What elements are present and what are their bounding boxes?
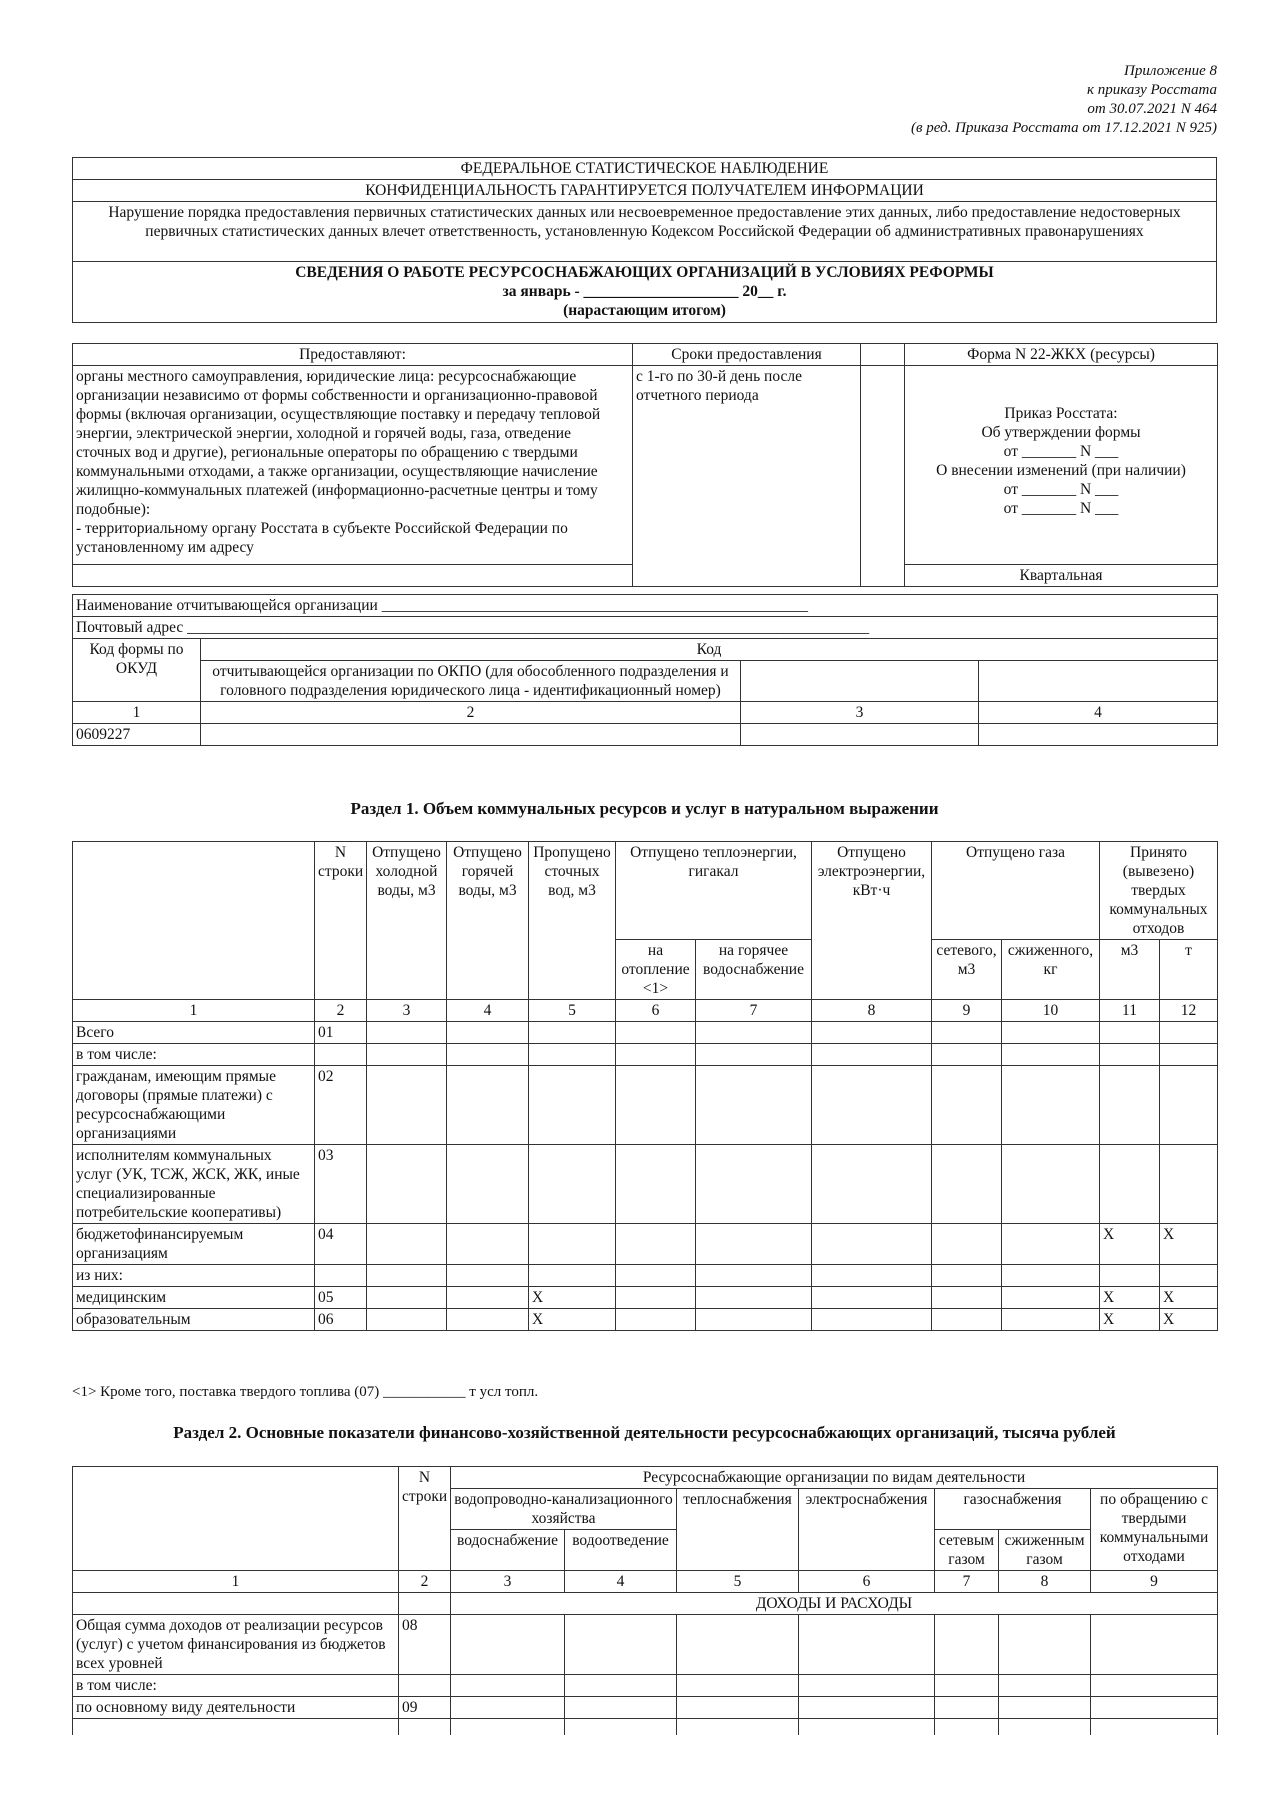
section1-title: Раздел 1. Объем коммунальных ресурсов и услуг в натуральном выражении (350, 799, 939, 818)
value-cell[interactable] (1160, 1145, 1218, 1224)
value-cell[interactable] (367, 1022, 447, 1044)
row-code (399, 1675, 451, 1697)
submit-table (72, 343, 1218, 587)
value-cell: X (529, 1287, 616, 1309)
value-cell[interactable] (1160, 1022, 1218, 1044)
table-row (73, 1224, 1218, 1265)
value-cell (799, 1675, 935, 1697)
s2-band-blank (73, 1593, 399, 1615)
value-cell[interactable] (696, 1287, 812, 1309)
table-row (73, 1615, 1218, 1675)
s2-head-water-b: водоотведение (565, 1530, 677, 1571)
value-cell[interactable] (447, 1145, 529, 1224)
order-line: Приказ Росстата: (1004, 405, 1118, 422)
value-cell (935, 1675, 999, 1697)
table-row (73, 1145, 1218, 1224)
s2-head-water: водопроводно-канализационного хозяйства (451, 1489, 677, 1530)
table-row (73, 1309, 1218, 1331)
s2-continuation (799, 1719, 935, 1736)
value-cell: X (1100, 1224, 1160, 1265)
table-row (73, 1265, 1218, 1287)
s2-col-num: 6 (799, 1571, 935, 1593)
s2-continuation (999, 1719, 1091, 1736)
order-line: Об утверждении формы (981, 424, 1141, 441)
value-cell[interactable] (529, 1145, 616, 1224)
value-cell[interactable] (1002, 1287, 1100, 1309)
okud-head: Код формы по ОКУД (73, 639, 201, 702)
row-label: по основному виду деятельности (73, 1697, 399, 1719)
col-num: 2 (201, 702, 741, 724)
value-cell[interactable] (932, 1145, 1002, 1224)
confidential-label: КОНФИДЕНЦИАЛЬНОСТЬ ГАРАНТИРУЕТСЯ ПОЛУЧАТЕЛЕМ ИНФОРМАЦИИ (73, 180, 1217, 202)
value-cell[interactable] (812, 1066, 932, 1145)
s1-col-num: 3 (367, 1000, 447, 1022)
okpo-input[interactable] (201, 724, 741, 746)
value-cell[interactable] (1002, 1066, 1100, 1145)
s1-col-num: 9 (932, 1000, 1002, 1022)
submit-deadline: с 1-го по 30-й день после отчетного периода (633, 366, 861, 587)
row-code (315, 1044, 367, 1066)
s1-col-num: 4 (447, 1000, 529, 1022)
value-cell: X (1160, 1287, 1218, 1309)
value-cell[interactable] (616, 1145, 696, 1224)
value-cell (1160, 1044, 1218, 1066)
table-row (73, 1675, 1218, 1697)
value-cell: X (1100, 1287, 1160, 1309)
value-cell[interactable] (932, 1287, 1002, 1309)
row-label: образовательным (73, 1309, 315, 1331)
frequency: Квартальная (905, 565, 1218, 587)
row-label: медицинским (73, 1287, 315, 1309)
value-cell[interactable] (812, 1145, 932, 1224)
row-code: 05 (315, 1287, 367, 1309)
appendix-line: к приказу Росстата (1086, 82, 1217, 98)
value-cell[interactable] (799, 1697, 935, 1719)
appendix-line: (в ред. Приказа Росстата от 17.12.2021 N 925) (910, 120, 1217, 136)
s2-col-num: 1 (73, 1571, 399, 1593)
s1-col-num: 8 (812, 1000, 932, 1022)
value-cell[interactable] (447, 1224, 529, 1265)
value-cell: X (529, 1309, 616, 1331)
s1-col-num: 6 (616, 1000, 696, 1022)
value-cell[interactable] (999, 1697, 1091, 1719)
form-number: Форма N 22-ЖКХ (ресурсы) (905, 344, 1218, 366)
value-cell[interactable] (696, 1022, 812, 1044)
s2-head-tko: по обращению с твердыми коммунальными отходами (1091, 1489, 1218, 1571)
s2-head-blank (73, 1467, 399, 1571)
row-code: 08 (399, 1615, 451, 1675)
code-head: Код (201, 639, 1218, 661)
code-cell-3 (741, 661, 979, 702)
s1-head-tko-b: т (1160, 940, 1218, 1000)
value-cell (812, 1265, 932, 1287)
form-title-block (73, 262, 1217, 323)
value-cell[interactable] (1100, 1022, 1160, 1044)
s2-col-num: 7 (935, 1571, 999, 1593)
code-input-3[interactable] (741, 724, 979, 746)
value-cell[interactable] (1002, 1145, 1100, 1224)
value-cell[interactable] (616, 1066, 696, 1145)
s1-head-gas-a: сетевого, м3 (932, 940, 1002, 1000)
s2-head-rowno: N строки (399, 1467, 451, 1571)
submit-empty-head (861, 344, 905, 366)
value-cell[interactable] (677, 1615, 799, 1675)
s1-col-num: 11 (1100, 1000, 1160, 1022)
value-cell[interactable] (1160, 1066, 1218, 1145)
row-code: 06 (315, 1309, 367, 1331)
value-cell: X (1160, 1309, 1218, 1331)
s2-head-gas-a: сетевым газом (935, 1530, 999, 1571)
okpo-head: отчитывающейся организации по ОКПО (для обособленного подразделения и головного подразделения юридического лица - идентификационный номер) (201, 661, 741, 702)
okud-code: 0609227 (73, 724, 201, 746)
value-cell (999, 1675, 1091, 1697)
s2-col-num: 3 (451, 1571, 565, 1593)
submit-who-blank (73, 565, 633, 587)
value-cell[interactable] (1091, 1615, 1218, 1675)
appendix-line: Приложение 8 (1124, 63, 1217, 79)
row-label: из них: (73, 1265, 315, 1287)
value-cell[interactable] (529, 1022, 616, 1044)
value-cell (1002, 1044, 1100, 1066)
s1-head-gas: Отпущено газа (932, 842, 1100, 940)
s1-head-heat: Отпущено теплоэнергии, гигакал (616, 842, 812, 940)
s2-col-num: 2 (399, 1571, 451, 1593)
s2-col-num: 4 (565, 1571, 677, 1593)
value-cell[interactable] (935, 1615, 999, 1675)
s1-col-num: 5 (529, 1000, 616, 1022)
form-period: за январь - ____________________ 20__ г. (502, 283, 787, 300)
value-cell (1100, 1265, 1160, 1287)
value-cell (812, 1044, 932, 1066)
s2-col-num: 5 (677, 1571, 799, 1593)
order-block (905, 366, 1218, 565)
row-label: Общая сумма доходов от реализации ресурсов (услуг) с учетом финансирования из бюджетов всех уровней (73, 1615, 399, 1675)
row-code: 02 (315, 1066, 367, 1145)
value-cell[interactable] (367, 1066, 447, 1145)
form-cumulative: (нарастающим итогом) (563, 302, 726, 319)
value-cell[interactable] (447, 1022, 529, 1044)
submit-who-text-2: - территориальному органу Росстата в субъекте Российской Федерации по установленному им адресу (76, 520, 568, 556)
value-cell[interactable] (812, 1022, 932, 1044)
value-cell[interactable] (565, 1697, 677, 1719)
s1-head-heat-b: на горячее водоснабжение (696, 940, 812, 1000)
value-cell[interactable] (812, 1309, 932, 1331)
value-cell (1091, 1675, 1218, 1697)
order-line: от _______ N ___ (1003, 481, 1119, 498)
value-cell[interactable] (932, 1022, 1002, 1044)
s2-continuation (677, 1719, 799, 1736)
row-label: бюджетофинансируемым организациям (73, 1224, 315, 1265)
submit-deadline-head: Сроки предоставления (633, 344, 861, 366)
s1-col-num: 1 (73, 1000, 315, 1022)
value-cell[interactable] (696, 1145, 812, 1224)
row-code: 09 (399, 1697, 451, 1719)
value-cell: X (1160, 1224, 1218, 1265)
value-cell (932, 1265, 1002, 1287)
value-cell[interactable] (616, 1224, 696, 1265)
row-code: 01 (315, 1022, 367, 1044)
value-cell[interactable] (565, 1615, 677, 1675)
table-row (73, 1022, 1218, 1044)
warning-text: Нарушение порядка предоставления первичных статистических данных или несвоевременное предоставление этих данных, либо предоставление недостоверных первичных статистических данных влечет ответственность, установленную Кодексом Российской Федерации об административных правонарушениях (73, 202, 1217, 262)
s1-head-tko: Принято (вывезено) твердых коммунальных отходов (1100, 842, 1218, 940)
value-cell[interactable] (999, 1615, 1091, 1675)
value-cell[interactable] (1100, 1066, 1160, 1145)
submit-who (73, 366, 633, 565)
value-cell[interactable] (1002, 1022, 1100, 1044)
form-title: СВЕДЕНИЯ О РАБОТЕ РЕСУРСОСНАБЖАЮЩИХ ОРГАНИЗАЦИЙ В УСЛОВИЯХ РЕФОРМЫ (295, 264, 994, 281)
value-cell (677, 1675, 799, 1697)
s1-head-heat-a: на отопление <1> (616, 940, 696, 1000)
submit-who-head: Предоставляют: (73, 344, 633, 366)
s2-continuation (1091, 1719, 1218, 1736)
s1-head-waste: Пропущено сточных вод, м3 (529, 842, 616, 1000)
value-cell (1160, 1265, 1218, 1287)
federal-label: ФЕДЕРАЛЬНОЕ СТАТИСТИЧЕСКОЕ НАБЛЮДЕНИЕ (73, 158, 1217, 180)
postal-address-field[interactable]: Почтовый адрес ________________________________________________________________________________________ (73, 617, 1218, 639)
value-cell[interactable] (616, 1309, 696, 1331)
value-cell[interactable] (367, 1287, 447, 1309)
value-cell (1002, 1265, 1100, 1287)
value-cell (447, 1265, 529, 1287)
value-cell[interactable] (799, 1615, 935, 1675)
col-num: 3 (741, 702, 979, 724)
value-cell[interactable] (447, 1066, 529, 1145)
value-cell[interactable] (367, 1309, 447, 1331)
row-label: в том числе: (73, 1675, 399, 1697)
value-cell[interactable] (529, 1224, 616, 1265)
value-cell (529, 1265, 616, 1287)
s1-head-rowno: N строки (315, 842, 367, 1000)
org-name-field[interactable]: Наименование отчитывающейся организации _______________________________________________________ (73, 595, 1218, 617)
row-label: Всего (73, 1022, 315, 1044)
value-cell: X (1100, 1309, 1160, 1331)
s1-col-num: 2 (315, 1000, 367, 1022)
value-cell[interactable] (932, 1309, 1002, 1331)
s2-head-heat: теплоснабжения (677, 1489, 799, 1571)
value-cell[interactable] (367, 1145, 447, 1224)
table-row (73, 1697, 1218, 1719)
submit-empty (861, 366, 905, 587)
s1-col-num: 7 (696, 1000, 812, 1022)
s1-head-elec: Отпущено электроэнергии, кВт·ч (812, 842, 932, 1000)
value-cell[interactable] (529, 1066, 616, 1145)
value-cell[interactable] (1002, 1224, 1100, 1265)
row-code (315, 1265, 367, 1287)
s2-col-num: 9 (1091, 1571, 1218, 1593)
s2-head-water-a: водоснабжение (451, 1530, 565, 1571)
s1-head-hot: Отпущено горячей воды, м3 (447, 842, 529, 1000)
s2-continuation (399, 1719, 451, 1736)
s1-head-gas-b: сжиженного, кг (1002, 940, 1100, 1000)
s1-head-cold: Отпущено холодной воды, м3 (367, 842, 447, 1000)
s2-continuation (935, 1719, 999, 1736)
s2-head-main: Ресурсоснабжающие организации по видам деятельности (451, 1467, 1218, 1489)
s2-head-gas: газоснабжения (935, 1489, 1091, 1530)
value-cell[interactable] (932, 1066, 1002, 1145)
s1-col-num: 10 (1002, 1000, 1100, 1022)
order-line: от _______ N ___ (1003, 500, 1119, 517)
value-cell[interactable] (1091, 1697, 1218, 1719)
submit-who-text: органы местного самоуправления, юридические лица: ресурсоснабжающие организации независимо от формы собственности и организационно-правовой формы (включая организации, осуществляющие поставку и передачу тепловой энергии, электрической энергии, холодной и горячей воды, газа, отведение сточных вод и другие), региональные операторы по обращению с твердыми коммунальными отходами, а также организации, осуществляющие начисление жилищно-коммунальных платежей (информационно-расчетные центры и тому подобные): (76, 368, 601, 518)
value-cell[interactable] (812, 1287, 932, 1309)
value-cell[interactable] (616, 1287, 696, 1309)
value-cell[interactable] (812, 1224, 932, 1265)
value-cell[interactable] (616, 1022, 696, 1044)
value-cell[interactable] (451, 1697, 565, 1719)
order-line: от _______ N ___ (1003, 443, 1119, 460)
value-cell (696, 1265, 812, 1287)
value-cell[interactable] (1002, 1309, 1100, 1331)
value-cell[interactable] (1100, 1145, 1160, 1224)
value-cell[interactable] (932, 1224, 1002, 1265)
value-cell (1100, 1044, 1160, 1066)
value-cell (696, 1044, 812, 1066)
value-cell (529, 1044, 616, 1066)
header-table (72, 157, 1217, 323)
s1-head-tko-a: м3 (1100, 940, 1160, 1000)
row-label: исполнителям коммунальных услуг (УК, ТСЖ, ЖСК, ЖК, иные специализированные потребительские кооперативы) (73, 1145, 315, 1224)
value-cell (447, 1044, 529, 1066)
table-row (73, 1066, 1218, 1145)
s2-head-elec: электроснабжения (799, 1489, 935, 1571)
value-cell (367, 1265, 447, 1287)
s1-col-num: 12 (1160, 1000, 1218, 1022)
table-row (73, 1044, 1218, 1066)
s2-continuation (451, 1719, 565, 1736)
s2-band-label: ДОХОДЫ И РАСХОДЫ (451, 1593, 1218, 1615)
value-cell[interactable] (451, 1615, 565, 1675)
s2-continuation (565, 1719, 677, 1736)
value-cell[interactable] (696, 1309, 812, 1331)
s2-col-num: 8 (999, 1571, 1091, 1593)
order-line: О внесении изменений (при наличии) (936, 462, 1186, 479)
value-cell (616, 1265, 696, 1287)
row-label: гражданам, имеющим прямые договоры (прямые платежи) с ресурсоснабжающими организациями (73, 1066, 315, 1145)
value-cell[interactable] (696, 1066, 812, 1145)
code-input-4[interactable] (979, 724, 1218, 746)
row-label: в том числе: (73, 1044, 315, 1066)
value-cell[interactable] (447, 1309, 529, 1331)
row-code: 04 (315, 1224, 367, 1265)
col-num: 4 (979, 702, 1218, 724)
code-cell-4 (979, 661, 1218, 702)
table-row (73, 1287, 1218, 1309)
value-cell[interactable] (447, 1287, 529, 1309)
section2-table (72, 1466, 1218, 1735)
section1-footnote: <1> Кроме того, поставка твердого топлива (07) ___________ т усл топл. (72, 1384, 539, 1400)
s2-head-gas-b: сжиженным газом (999, 1530, 1091, 1571)
value-cell (367, 1044, 447, 1066)
col-num: 1 (73, 702, 201, 724)
appendix-line: от 30.07.2021 N 464 (1087, 101, 1217, 117)
value-cell (932, 1044, 1002, 1066)
value-cell (451, 1675, 565, 1697)
value-cell[interactable] (677, 1697, 799, 1719)
s1-head-blank (73, 842, 315, 1000)
section2-title: Раздел 2. Основные показатели финансово-хозяйственной деятельности ресурсоснабжающих организаций, тысяча рублей (173, 1423, 1116, 1442)
value-cell[interactable] (367, 1224, 447, 1265)
section1-table (72, 841, 1218, 1331)
s2-continuation (73, 1719, 399, 1736)
value-cell (565, 1675, 677, 1697)
value-cell[interactable] (935, 1697, 999, 1719)
s2-band-blank (399, 1593, 451, 1615)
org-table (72, 594, 1218, 746)
value-cell (616, 1044, 696, 1066)
row-code: 03 (315, 1145, 367, 1224)
appendix-note (617, 62, 1217, 138)
value-cell[interactable] (696, 1224, 812, 1265)
